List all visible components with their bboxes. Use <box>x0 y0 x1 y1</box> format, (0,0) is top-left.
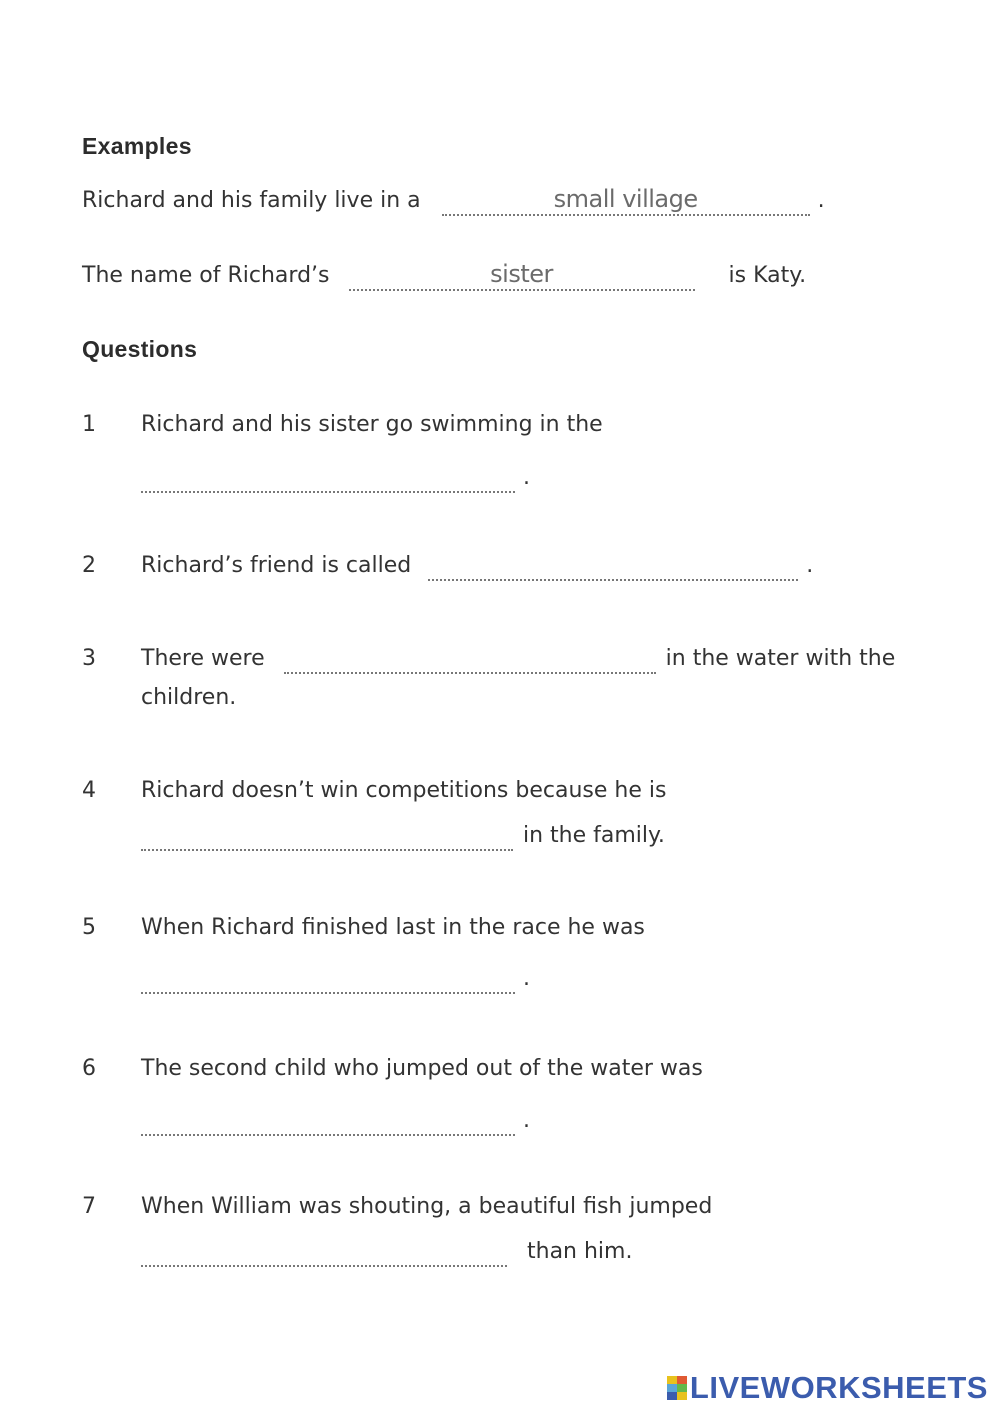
liveworksheets-logo[interactable] <box>667 1370 988 1406</box>
example-1: Richard and his family live in a small village . <box>82 186 825 216</box>
example-1-blank[interactable] <box>442 185 810 216</box>
example-2-answer: sister <box>490 260 553 288</box>
question-2-row: Richard’s friend is called . <box>141 551 813 581</box>
example-1-answer: small village <box>553 185 698 213</box>
questions-heading: Questions <box>82 336 198 362</box>
example-1-text: Richard and his family live in a <box>82 188 421 213</box>
question-6-text: The second child who jumped out of the water was <box>141 1056 703 1081</box>
question-6-blank[interactable] <box>141 1108 515 1136</box>
question-7-text: When William was shouting, a beautiful fish jumped <box>141 1194 713 1219</box>
example-2-text: The name of Richard’s <box>82 263 330 288</box>
example-2-blank[interactable] <box>349 260 695 291</box>
question-7-answer-row <box>141 1237 632 1267</box>
question-7-number: 7 <box>82 1194 96 1219</box>
example-2 <box>82 261 806 291</box>
question-2-number: 2 <box>82 553 96 578</box>
example-2-after: is Katy. <box>728 263 807 288</box>
question-4-number: 4 <box>82 778 96 803</box>
question-3-number: 3 <box>82 646 96 671</box>
logo-blocks-icon <box>667 1376 687 1400</box>
question-5-answer-row: . <box>141 964 530 994</box>
question-5-blank[interactable] <box>141 966 515 994</box>
question-2-blank[interactable] <box>428 553 798 581</box>
question-4-text: Richard doesn’t win competitions because he is <box>141 778 667 803</box>
question-4-blank[interactable] <box>141 823 513 851</box>
question-4-answer-row <box>141 821 665 851</box>
logo-text: LIVEWORKSHEETS <box>689 1370 988 1405</box>
question-5-text: When Richard finished last in the race he was <box>141 915 645 940</box>
question-6-number: 6 <box>82 1056 96 1081</box>
question-1-text: Richard and his sister go swimming in the <box>141 412 603 437</box>
question-3-text: There were <box>141 646 265 671</box>
question-1-blank[interactable] <box>141 465 515 493</box>
examples-heading: Examples <box>82 133 192 159</box>
question-3-line2: children. <box>141 685 237 710</box>
question-4-after: in the family. <box>523 823 665 848</box>
question-3-after: in the water with the <box>665 646 896 671</box>
question-1-number: 1 <box>82 412 96 437</box>
question-5-number: 5 <box>82 915 96 940</box>
question-6-answer-row: . <box>141 1106 530 1136</box>
question-3-row <box>141 644 895 674</box>
question-3-blank[interactable] <box>284 646 656 674</box>
question-1-answer-row: . <box>141 463 530 493</box>
question-7-after: than him. <box>527 1239 633 1264</box>
question-7-blank[interactable] <box>141 1239 507 1267</box>
question-2-text: Richard’s friend is called <box>141 553 412 578</box>
